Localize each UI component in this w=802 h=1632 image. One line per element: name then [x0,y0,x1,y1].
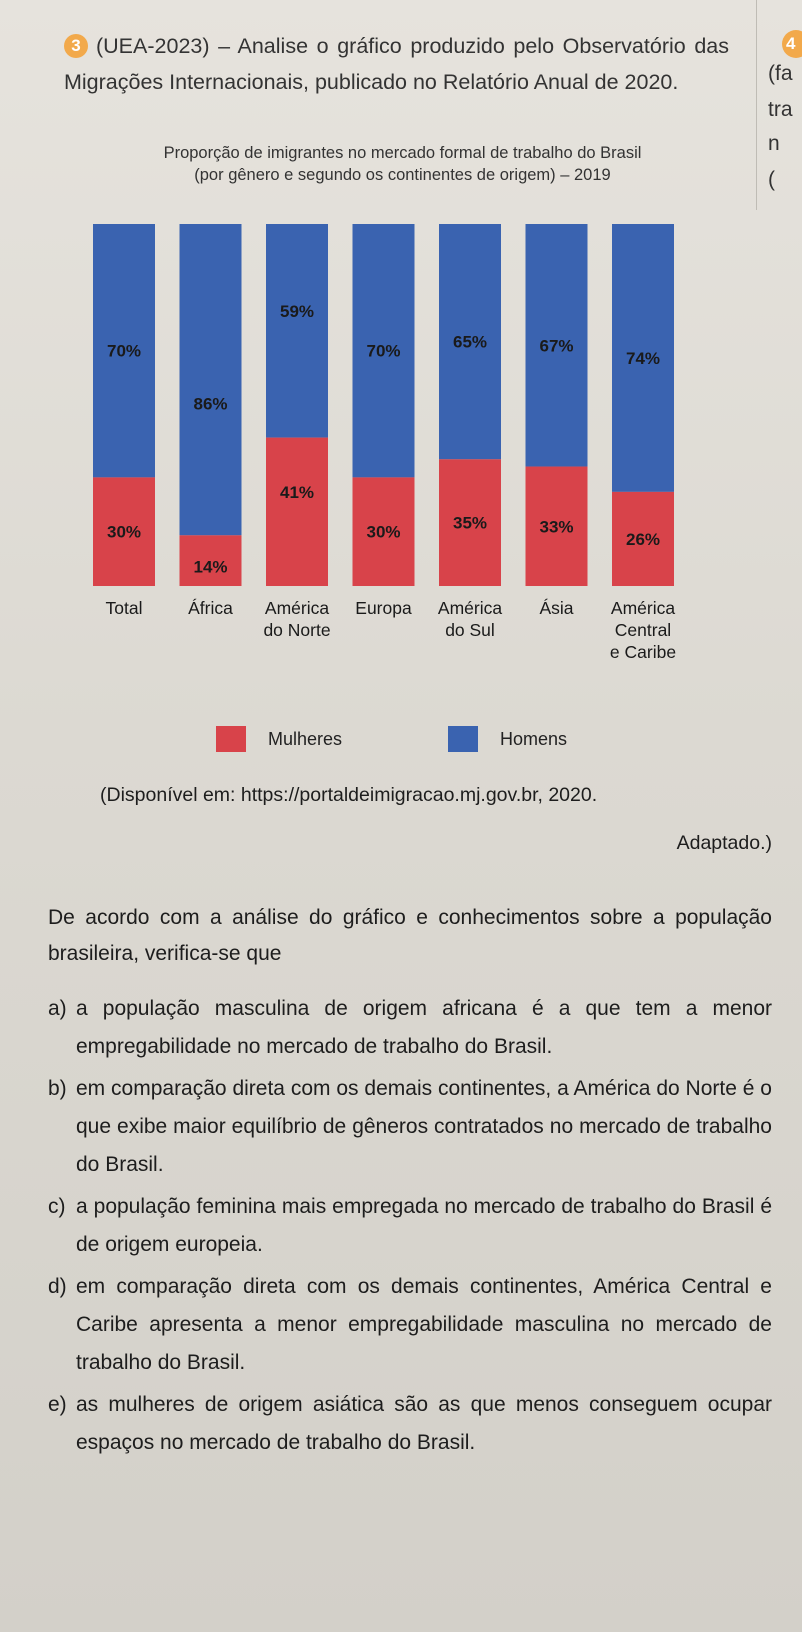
category-label: América [610,598,676,618]
legend-label-homens: Homens [500,729,568,749]
data-label-mulheres: 14% [193,557,228,577]
category-label: do Sul [445,620,495,640]
option-text: a população feminina mais empregada no mercado de trabalho do Brasil é de origem europeia. [76,1195,772,1256]
data-label-homens: 65% [452,332,488,352]
answer-options [48,990,772,1466]
answer-option-a[interactable] [48,990,772,1066]
option-text: em comparação direta com os demais continentes, América Central e Caribe apresenta a menor empregabilidade masculina no mercado de trabalho do Brasil. [76,1275,772,1374]
legend-swatch-homens [448,726,478,752]
data-label-homens: 67% [539,336,574,356]
option-letter: e) [48,1393,67,1416]
question-number-badge: 3 [64,34,88,58]
option-text: a população masculina de origem africana é a que tem a menor empregabilidade no mercado de trabalho do Brasil. [76,997,772,1058]
data-label-mulheres: 30% [106,522,142,542]
category-label: Central [614,620,672,640]
data-label-homens: 86% [193,394,228,414]
answer-option-b[interactable] [48,1070,772,1184]
answer-option-c[interactable] [48,1188,772,1264]
question-header-text: (UEA-2023) – Analise o gráfico produzido pelo Observatório das Migrações Internacionais, publicado no Relatório Anual de 2020. [64,34,729,94]
option-text: em comparação direta com os demais continentes, a América do Norte é o que exibe maior equilíbrio de gêneros contratados no mercado de trabalho do Brasil. [76,1077,772,1176]
answer-option-e[interactable] [48,1386,772,1462]
category-label: América [437,598,503,618]
margin-fragment: tra [768,98,793,121]
category-label: do Norte [263,620,331,640]
question-stem: De acordo com a análise do gráfico e conhecimentos sobre a população brasileira, verifica-se que [48,906,772,965]
data-label-mulheres: 30% [366,522,401,542]
margin-fragment: n [768,132,780,155]
option-letter: d) [48,1275,67,1298]
data-label-homens: 70% [366,341,401,361]
option-letter: a) [48,997,67,1020]
chart-title: Proporção de imigrantes no mercado formal de trabalho do Brasil [163,144,642,162]
option-letter: b) [48,1077,67,1100]
data-label-mulheres: 35% [452,513,488,533]
source-line-2: Adaptado.) [676,832,772,854]
data-label-mulheres: 41% [279,482,315,502]
category-label: América [264,598,330,618]
legend-label-mulheres: Mulheres [268,729,343,749]
bar-mulheres [266,438,328,586]
data-label-homens: 74% [625,348,661,368]
chart-subtitle: (por gênero e segundo os continentes de origem) – 2019 [194,166,611,184]
source-citation [100,780,772,858]
answer-option-d[interactable] [48,1268,772,1382]
data-label-mulheres: 33% [539,517,574,537]
category-label: Ásia [539,598,574,618]
bar-homens [266,224,328,438]
category-label: Total [105,598,143,618]
margin-fragment: (fa [768,62,793,85]
category-label: Europa [355,598,412,618]
margin-fragment: ( [768,168,775,191]
data-label-homens: 59% [279,301,315,321]
data-label-mulheres: 26% [625,529,661,549]
bar-homens [180,224,242,535]
category-label: e Caribe [609,642,677,662]
category-label: África [188,598,233,618]
source-line-1: (Disponível em: https://portaldeimigracao.mj.gov.br, 2020. [100,784,598,806]
stacked-bar-chart [0,0,802,700]
option-text: as mulheres de origem asiática são as que menos conseguem ocupar espaços no mercado de trabalho do Brasil. [76,1393,772,1454]
data-label-homens: 70% [106,341,142,361]
legend-swatch-mulheres [216,726,246,752]
next-question-badge: 4 [782,30,802,58]
option-letter: c) [48,1195,66,1218]
